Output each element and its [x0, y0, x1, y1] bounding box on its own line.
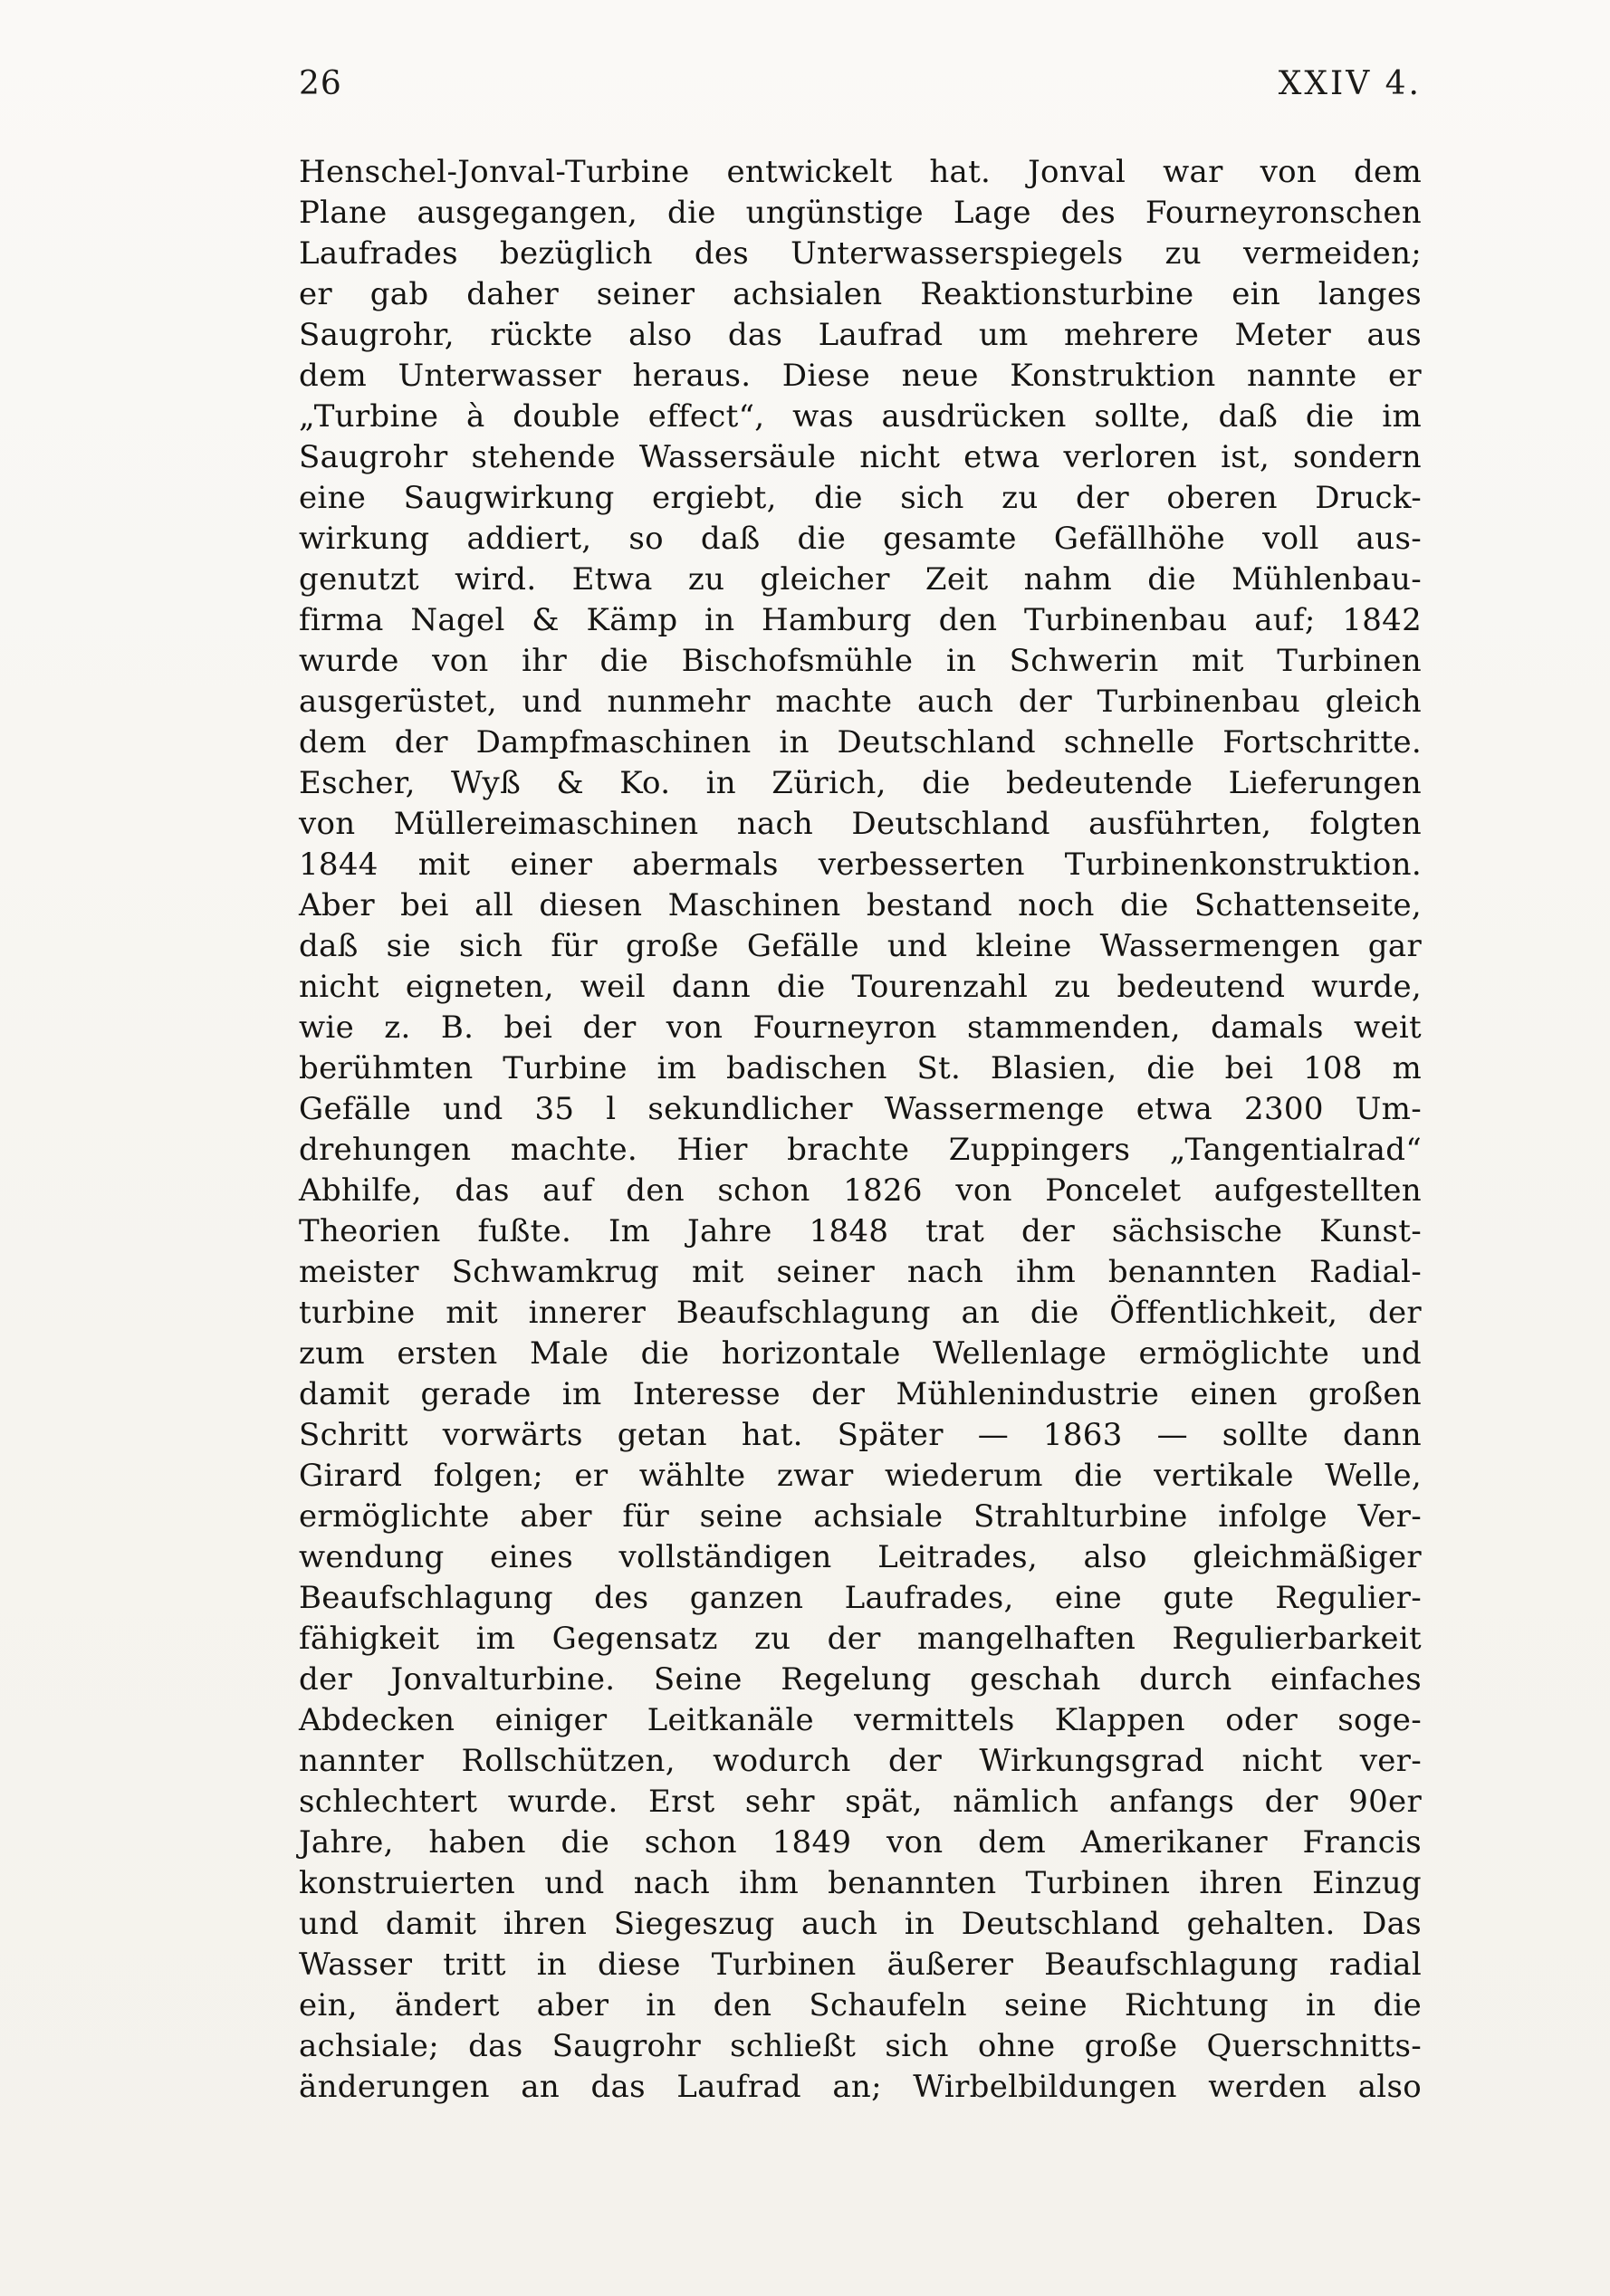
text-line: schlechtert wurde. Erst sehr spät, nämlich anfangs der 90er: [299, 1784, 1422, 1820]
text-line: von Müllereimaschinen nach Deutschland ausführten, folgten: [299, 806, 1422, 842]
text-line: dem Unterwasser heraus. Diese neue Konstruktion nannte er: [299, 358, 1422, 394]
text-line: Escher, Wyß & Ko. in Zürich, die bedeutende Lieferungen: [299, 765, 1422, 801]
text-line: Abdecken einiger Leitkanäle vermittels Klappen oder soge-: [299, 1702, 1422, 1738]
text-line: drehungen machte. Hier brachte Zuppingers „Tangentialrad“: [299, 1132, 1422, 1168]
text-line: Saugrohr stehende Wassersäule nicht etwa verloren ist, sondern: [299, 439, 1422, 475]
text-line: berühmten Turbine im badischen St. Blasien, die bei 108 m: [299, 1050, 1422, 1086]
page-header: [299, 65, 1422, 102]
text-line: Gefälle und 35 l sekundlicher Wassermenge etwa 2300 Um-: [299, 1091, 1422, 1127]
text-line: eine Saugwirkung ergiebt, die sich zu der oberen Druck-: [299, 480, 1422, 516]
text-line: änderungen an das Laufrad an; Wirbelbildungen werden also: [299, 2069, 1422, 2105]
text-line: wurde von ihr die Bischofsmühle in Schwerin mit Turbinen: [299, 643, 1422, 679]
text-line: ausgerüstet, und nunmehr machte auch der Turbinenbau gleich: [299, 684, 1422, 720]
text-line: Jahre, haben die schon 1849 von dem Amerikaner Francis: [299, 1824, 1422, 1861]
text-line: 1844 mit einer abermals verbesserten Turbinenkonstruktion.: [299, 847, 1422, 883]
text-line: meister Schwamkrug mit seiner nach ihm benannten Radial-: [299, 1254, 1422, 1290]
body-text-block: [299, 152, 1422, 2108]
text-line: ein, ändert aber in den Schaufeln seine Richtung in die: [299, 1987, 1422, 2023]
text-line: Wasser tritt in diese Turbinen äußerer Beaufschlagung radial: [299, 1947, 1422, 1983]
text-line: Theorien fußte. Im Jahre 1848 trat der sächsische Kunst-: [299, 1213, 1422, 1249]
text-line: damit gerade im Interesse der Mühlenindustrie einen großen: [299, 1376, 1422, 1412]
text-line: konstruierten und nach ihm benannten Turbinen ihren Einzug: [299, 1865, 1422, 1901]
text-line: wendung eines vollständigen Leitrades, also gleichmäßiger: [299, 1539, 1422, 1575]
text-line: nannter Rollschützen, wodurch der Wirkungsgrad nicht ver-: [299, 1743, 1422, 1779]
page-number: 26: [299, 65, 342, 102]
text-line: und damit ihren Siegeszug auch in Deutschland gehalten. Das: [299, 1906, 1422, 1942]
text-line: Laufrades bezüglich des Unterwasserspiegels zu vermeiden;: [299, 235, 1422, 272]
text-line: der Jonvalturbine. Seine Regelung geschah durch einfaches: [299, 1661, 1422, 1698]
text-line: turbine mit innerer Beaufschlagung an die Öffentlichkeit, der: [299, 1295, 1422, 1331]
text-line: zum ersten Male die horizontale Wellenlage ermöglichte und: [299, 1335, 1422, 1372]
text-line: genutzt wird. Etwa zu gleicher Zeit nahm die Mühlenbau-: [299, 561, 1422, 598]
text-line: Aber bei all diesen Maschinen bestand noch die Schattenseite,: [299, 887, 1422, 923]
text-line: daß sie sich für große Gefälle und kleine Wassermengen gar: [299, 928, 1422, 964]
text-line: Plane ausgegangen, die ungünstige Lage des Fourneyronschen: [299, 195, 1422, 231]
text-line: Girard folgen; er wählte zwar wiederum die vertikale Welle,: [299, 1458, 1422, 1494]
text-line: wirkung addiert, so daß die gesamte Gefällhöhe voll aus-: [299, 521, 1422, 557]
text-line: achsiale; das Saugrohr schließt sich ohne große Querschnitts-: [299, 2028, 1422, 2064]
text-line: Henschel-Jonval-Turbine entwickelt hat. Jonval war von dem: [299, 154, 1422, 190]
running-header: XXIV 4.: [1278, 65, 1422, 102]
text-line: er gab daher seiner achsialen Reaktionsturbine ein langes: [299, 276, 1422, 312]
text-line: nicht eigneten, weil dann die Tourenzahl zu bedeutend wurde,: [299, 969, 1422, 1005]
text-line: wie z. B. bei der von Fourneyron stammenden, damals weit: [299, 1009, 1422, 1046]
text-line: firma Nagel & Kämp in Hamburg den Turbinenbau auf; 1842: [299, 602, 1422, 638]
text-line: ermöglichte aber für seine achsiale Strahlturbine infolge Ver-: [299, 1498, 1422, 1535]
text-line: Schritt vorwärts getan hat. Später — 1863 — sollte dann: [299, 1417, 1422, 1453]
text-line: Abhilfe, das auf den schon 1826 von Poncelet aufgestellten: [299, 1172, 1422, 1209]
text-line: dem der Dampfmaschinen in Deutschland schnelle Fortschritte.: [299, 724, 1422, 761]
text-line: Saugrohr, rückte also das Laufrad um mehrere Meter aus: [299, 317, 1422, 353]
text-line: fähigkeit im Gegensatz zu der mangelhaften Regulierbarkeit: [299, 1621, 1422, 1657]
text-line: Beaufschlagung des ganzen Laufrades, eine gute Regulier-: [299, 1580, 1422, 1616]
text-line: „Turbine à double effect“, was ausdrücken sollte, daß die im: [299, 398, 1422, 435]
